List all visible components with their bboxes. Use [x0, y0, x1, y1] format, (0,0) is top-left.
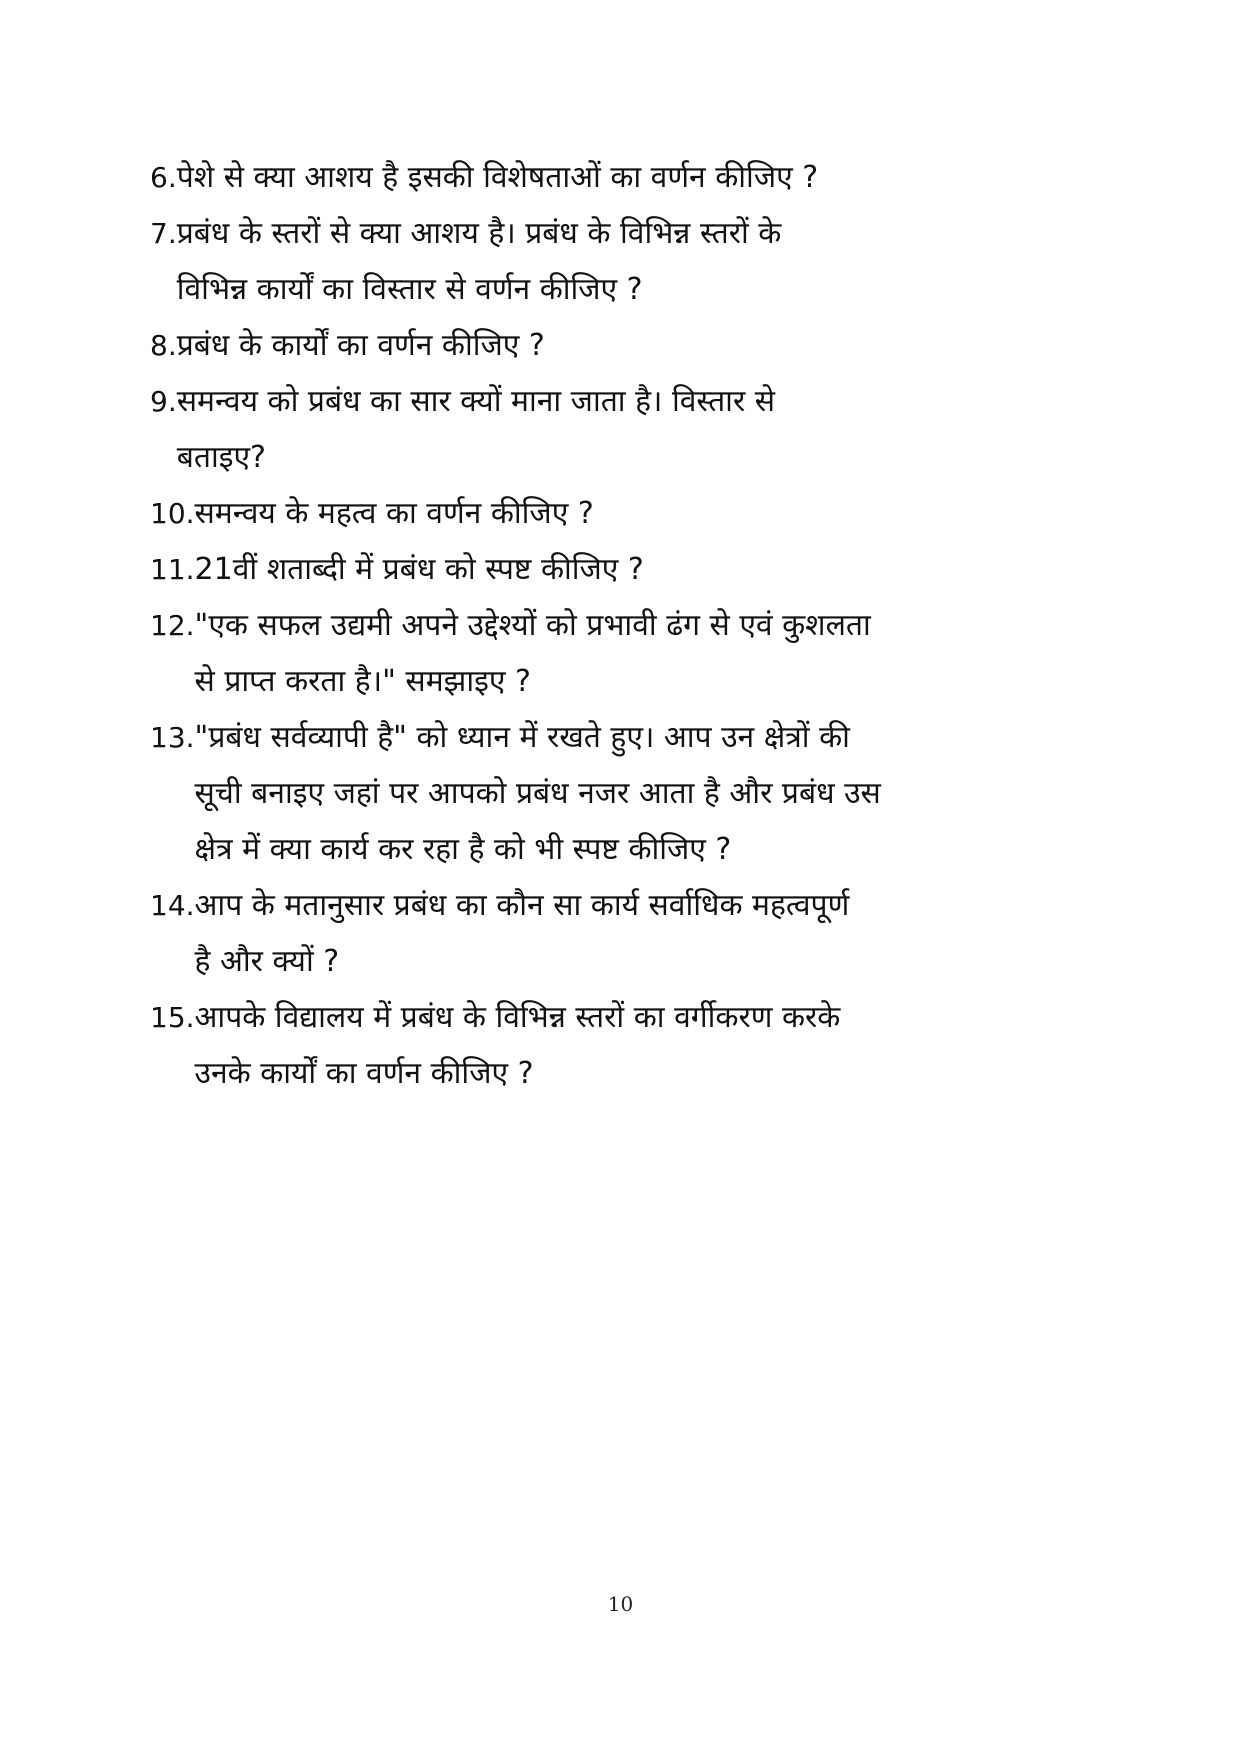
question-9: [150, 374, 1110, 486]
question-text: [195, 990, 1110, 1102]
question-text: [195, 486, 1110, 542]
question-line: विभिन्न कार्यों का विस्तार से वर्णन कीजिए ?: [176, 272, 643, 307]
question-number: 13.: [150, 721, 195, 754]
question-line: प्रबंध के कार्यों का वर्णन कीजिए ?: [176, 328, 545, 363]
question-12: [150, 598, 1110, 710]
question-number: 9.: [150, 385, 177, 418]
page-number: 10: [607, 1592, 634, 1616]
question-line: उनके कार्यों का वर्णन कीजिए ?: [194, 1056, 534, 1091]
question-line: सूची बनाइए जहां पर आपको प्रबंध नजर आता है और प्रबंध उस: [194, 776, 881, 811]
question-number: 11.: [150, 553, 195, 586]
question-line: बताइए?: [176, 440, 266, 475]
question-line: आप के मतानुसार प्रबंध का कौन सा कार्य सर्वाधिक महत्वपूर्ण: [194, 888, 850, 923]
question-text: [177, 318, 1110, 374]
question-number: 10.: [150, 497, 195, 530]
question-text: [177, 374, 1110, 486]
question-15: [150, 990, 1110, 1102]
question-line: 21वीं शताब्दी में प्रबंध को स्पष्ट कीजिए ?: [194, 552, 644, 587]
question-14: [150, 878, 1110, 990]
question-number: 6.: [150, 161, 177, 194]
question-line: पेशे से क्या आशय है इसकी विशेषताओं का वर्णन कीजिए ?: [176, 160, 819, 195]
question-line: "एक सफल उद्यमी अपने उद्देश्यों को प्रभावी ढंग से एवं कुशलता: [194, 608, 871, 643]
question-number: 7.: [150, 217, 177, 250]
question-line: प्रबंध के स्तरों से क्या आशय है। प्रबंध के विभिन्न स्तरों के: [176, 216, 782, 251]
question-8: [150, 318, 1110, 374]
question-7: [150, 206, 1110, 318]
question-number: 14.: [150, 889, 195, 922]
question-text: [195, 598, 1110, 710]
question-line: क्षेत्र में क्या कार्य कर रहा है को भी स्पष्ट कीजिए ?: [194, 832, 732, 867]
question-line: से प्राप्त करता है।" समझाइए ?: [194, 664, 531, 699]
question-13: [150, 710, 1110, 878]
question-text: [195, 710, 1110, 878]
question-line: है और क्यों ?: [194, 944, 340, 979]
question-6: [150, 150, 1110, 206]
question-number: 8.: [150, 329, 177, 362]
question-line: "प्रबंध सर्वव्यापी है" को ध्यान में रखते हुए। आप उन क्षेत्रों की: [194, 720, 850, 755]
question-number: 15.: [150, 1001, 195, 1034]
question-line: समन्वय के महत्व का वर्णन कीजिए ?: [194, 496, 594, 531]
question-text: [195, 878, 1110, 990]
question-11: [150, 542, 1110, 598]
question-list: [150, 150, 1110, 1102]
question-text: [195, 542, 1110, 598]
question-line: आपके विद्यालय में प्रबंध के विभिन्न स्तरों का वर्गीकरण करके: [194, 1000, 841, 1035]
question-line: समन्वय को प्रबंध का सार क्यों माना जाता है। विस्तार से: [176, 384, 776, 419]
question-text: [177, 150, 1110, 206]
question-10: [150, 486, 1110, 542]
question-text: [177, 206, 1110, 318]
question-number: 12.: [150, 609, 195, 642]
